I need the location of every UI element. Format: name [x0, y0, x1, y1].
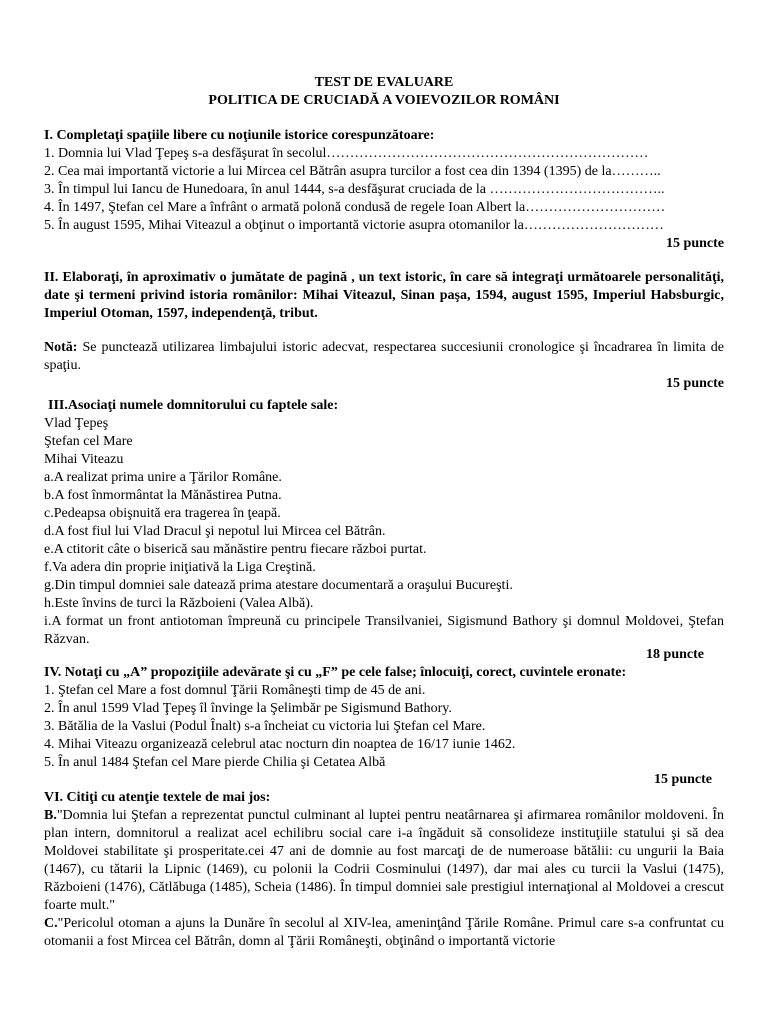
section-1: [44, 127, 724, 253]
section-4-item: 4. Mihai Viteazu organizează celebrul atac nocturn din noaptea de 16/17 iunie 1462.: [44, 737, 516, 752]
section-1-item: 3. În timpul lui Iancu de Hunedoara, în anul 1444, s-a desfăşurat cruciada de la ………………………………..: [44, 182, 665, 197]
section-1-heading: I. Completaţi spaţiile libere cu noţiunile istorice corespunzătoare:: [44, 128, 435, 143]
section-3-item: c.Pedeapsa obişnuită era tragerea în ţeapă.: [44, 506, 281, 521]
section-3-item: b.A fost înmormântat la Mănăstirea Putna.: [44, 488, 282, 503]
ruler-name: Vlad Ţepeş: [44, 416, 109, 431]
test-subtitle: POLITICA DE CRUCIADĂ A VOIEVOZILOR ROMÂNI: [208, 93, 560, 108]
text-b-label: B.: [44, 808, 57, 823]
section-4-item: 5. În anul 1484 Ştefan cel Mare pierde Chilia şi Cetatea Albă: [44, 755, 386, 770]
section-4-heading: IV. Notaţi cu „A” propoziţiile adevărate şi cu „F” pe cele false; înlocuiţi, corect, cuvintele eronate:: [44, 665, 627, 680]
section-2: [44, 269, 724, 393]
section-3-item: d.A fost fiul lui Vlad Dracul şi nepotul lui Mircea cel Bătrân.: [44, 524, 386, 539]
test-title: TEST DE EVALUARE: [314, 75, 454, 90]
section-4-points: 15 puncte: [654, 772, 712, 787]
section-6: [44, 789, 724, 951]
section-1-item: 1. Domnia lui Vlad Ţepeş s-a desfăşurat în secolul……………………………………………………………: [44, 146, 649, 161]
section-2-heading: II. Elaboraţi, în aproximativ o jumătate de pagină , un text istoric, în care să integraţi următoarele personalităţi, date şi termeni privind istoria românilor: Mihai Viteazul, Sinan paşa, 1594, august 1595, Imperiul Habsburgic, Imperiul Otoman, 1597, independenţă, tribut.: [44, 270, 724, 321]
note-text: Se punctează utilizarea limbajului istoric adecvat, respectarea succesiunii cronologice şi încadrarea în limita de spaţiu.: [44, 340, 724, 373]
section-3-item: g.Din timpul domniei sale datează prima atestare documentară a oraşului Bucureşti.: [44, 578, 513, 593]
section-1-item: 5. În august 1595, Mihai Viteazul a obţinut o importantă victorie asupra otomanilor la…………………………: [44, 218, 664, 233]
ruler-name: Ştefan cel Mare: [44, 434, 133, 449]
section-3-item: f.Va adera din proprie iniţiativă la Liga Creştină.: [44, 560, 316, 575]
section-3-item: i.A format un front antiotoman împreună cu principele Transilvaniei, Sigismund Bathory şi domnul Moldovei, Ştefan Răzvan.: [44, 614, 724, 647]
section-1-item: 2. Cea mai importantă victorie a lui Mircea cel Bătrân asupra turcilor a fost cea din 1394 (1395) de la………..: [44, 164, 661, 179]
text-c: [44, 915, 724, 951]
section-1-item: 4. În 1497, Ştefan cel Mare a înfrânt o armată polonă condusă de regele Ioan Albert la…………………………: [44, 200, 666, 215]
text-b: [44, 807, 724, 915]
text-b-body: "Domnia lui Ştefan a reprezentat punctul culminant al luptei pentru neatârnarea şi afirmarea românilor moldoveni. În plan intern, domnitorul a realizat acel echilibru social care i-a îngăduit să consolideze instituţiile statului şi să dea Moldovei stabilitate şi prosperitate.cei 47 ani de domnie au fost marcaţi de de numeroase bătălii: cu ungurii la Baia (1467), cu tătarii la Lipnic (1469), cu polonii la Codrii Cosminului (1497), dar mai ales cu turcii la Vaslui (1475), Războieni (1476), Cătlăbuga (1485), Scheia (1486). În timpul domniei sale prestigiul internaţional al Moldovei a crescut foarte mult.": [44, 808, 724, 913]
section-3-item: e.A ctitorit câte o biserică sau mănăstire pentru fiecare război purtat.: [44, 542, 427, 557]
section-3-points: 18 puncte: [646, 647, 704, 662]
section-6-heading: VI. Citiţi cu atenţie textele de mai jos:: [44, 790, 271, 805]
section-1-points: 15 puncte: [666, 236, 724, 251]
section-2-points: 15 puncte: [666, 376, 724, 391]
section-3-item: h.Este învins de turci la Războieni (Valea Albă).: [44, 596, 314, 611]
section-4-item: 3. Bătălia de la Vaslui (Podul Înalt) s-a încheiat cu victoria lui Ştefan cel Mare.: [44, 719, 486, 734]
text-c-label: C.: [44, 916, 58, 931]
ruler-name: Mihai Viteazu: [44, 452, 124, 467]
note-label: Notă:: [44, 340, 78, 355]
text-c-body: "Pericolul otoman a ajuns la Dunăre în secolul al XIV-lea, ameninţând Ţările Române. Primul care s-a confruntat cu otomanii a fost Mircea cel Bătrân, domn al Ţării Româneşti, obţinând o importantă victorie: [44, 916, 724, 949]
section-4: [44, 664, 724, 772]
section-4-item: 2. În anul 1599 Vlad Ţepeş îl învinge la Şelimbăr pe Sigismund Bathory.: [44, 701, 452, 716]
section-3: [44, 397, 724, 649]
section-2-note: [44, 339, 724, 375]
section-3-item: a.A realizat prima unire a Ţărilor Române.: [44, 470, 282, 485]
section-4-item: 1. Ştefan cel Mare a fost domnul Ţării Româneşti timp de 45 de ani.: [44, 683, 426, 698]
section-3-heading: III.Asociaţi numele domnitorului cu faptele sale:: [48, 398, 339, 413]
